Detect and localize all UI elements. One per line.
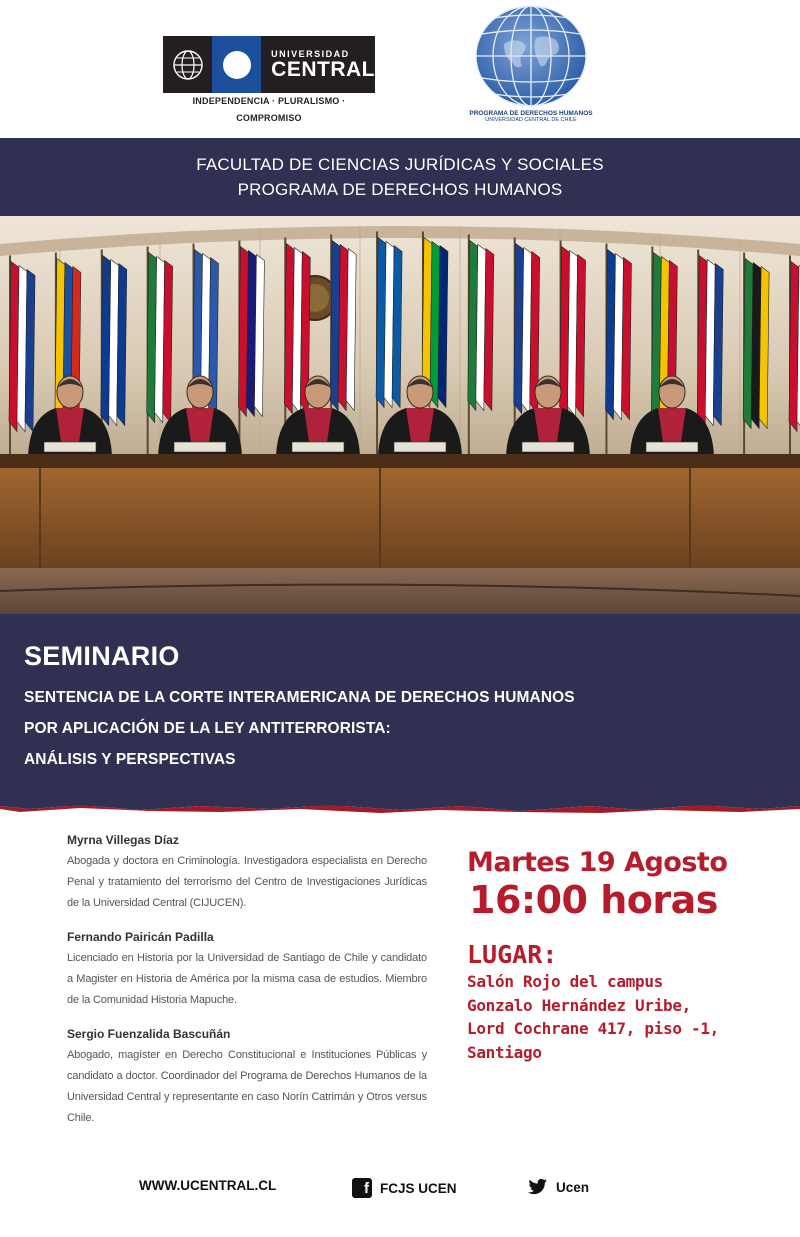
place-line: Salón Rojo del campus (467, 972, 663, 991)
twitter-label: Ucen (556, 1179, 590, 1195)
event-details (467, 848, 767, 1064)
speaker-name: Sergio Fuenzalida Bascuñán (67, 1027, 231, 1041)
seminar-subtitle-line-2: POR APLICACIÓN DE LA LEY ANTITERRORISTA: (24, 720, 391, 737)
speaker-bio: Licenciado en Historia por la Universidad de Santiago de Chile y candidato a Magister en Historia de América por la misma casa de estudios. Miembro de la Comunidad Historia Mapuche. (67, 952, 427, 1006)
logo-program-label: PROGRAMA DE DERECHOS HUMANOS (469, 110, 593, 117)
place-line: Gonzalo Hernández Uribe, (467, 995, 691, 1015)
speaker-bio: Abogada y doctora en Criminología. Investigadora especialista en Derecho Penal y tratamiento del terrorismo del Centro de Investigaciones Jurídicas de la Universidad Central (CIJUCEN). (67, 855, 427, 909)
footer (0, 1170, 800, 1206)
logo-university-label: UNIVERSIDAD (271, 48, 350, 59)
website-label: WWW.UCENTRAL.CL (139, 1178, 277, 1193)
faculty-band (0, 138, 800, 216)
program-name: PROGRAMA DE DERECHOS HUMANOS (237, 180, 563, 199)
speaker-name: Myrna Villegas Díaz (67, 833, 179, 847)
speaker-item (67, 1024, 427, 1129)
globe-icon (163, 36, 212, 93)
universidad-central-logo (163, 36, 375, 123)
place-line: Lord Cochrane 417, piso -1, (467, 1019, 719, 1038)
derechos-humanos-logo (466, 4, 596, 128)
facebook-icon: f (352, 1178, 372, 1198)
speaker-item (67, 830, 427, 914)
place-label: LUGAR: (467, 940, 558, 969)
event-date: Martes 19 Agosto (467, 847, 728, 878)
logo-university-sublabel: UNIVERSIDAD CENTRAL DE CHILE (485, 117, 577, 123)
facebook-label: FCJS UCEN (380, 1180, 457, 1196)
twitter-bird-icon (528, 1178, 548, 1196)
circle-icon (212, 36, 261, 93)
flag (9, 256, 35, 457)
event-time: 16:00 horas (469, 878, 718, 922)
facebook-link[interactable] (352, 1178, 457, 1198)
website-link[interactable] (139, 1178, 276, 1193)
logo-motto: INDEPENDENCIA · PLURALISMO · COMPROMISO (192, 96, 346, 123)
place-line: Santiago (467, 1042, 542, 1062)
seminar-subtitle-line-1: SENTENCIA DE LA CORTE INTERAMERICANA DE DERECHOS HUMANOS (24, 689, 575, 706)
logo-header (0, 0, 800, 138)
globe-emblem-icon (474, 4, 588, 108)
brush-edge (0, 800, 800, 816)
seminar-subtitle-line-3: ANÁLISIS Y PERSPECTIVAS (24, 751, 236, 768)
speaker-item (67, 927, 427, 1011)
seminar-title: SEMINARIO (24, 641, 180, 671)
speaker-name: Fernando Pairicán Padilla (67, 930, 214, 944)
twitter-link[interactable] (528, 1178, 589, 1196)
faculty-name: FACULTAD DE CIENCIAS JURÍDICAS Y SOCIALES (196, 155, 604, 174)
speakers-list (67, 830, 427, 1142)
seminar-banner (0, 614, 800, 806)
speaker-bio: Abogado, magíster en Derecho Constitucional e Instituciones Públicas y candidato a doctor. Coordinador del Programa de Derechos Humanos de la Universidad Central y representante en caso Norín Catrimán y Otros versus Chile. (67, 1049, 427, 1124)
logo-central-label: CENTRAL (271, 57, 375, 81)
court-photo (0, 216, 800, 614)
court-illustration (0, 216, 800, 614)
